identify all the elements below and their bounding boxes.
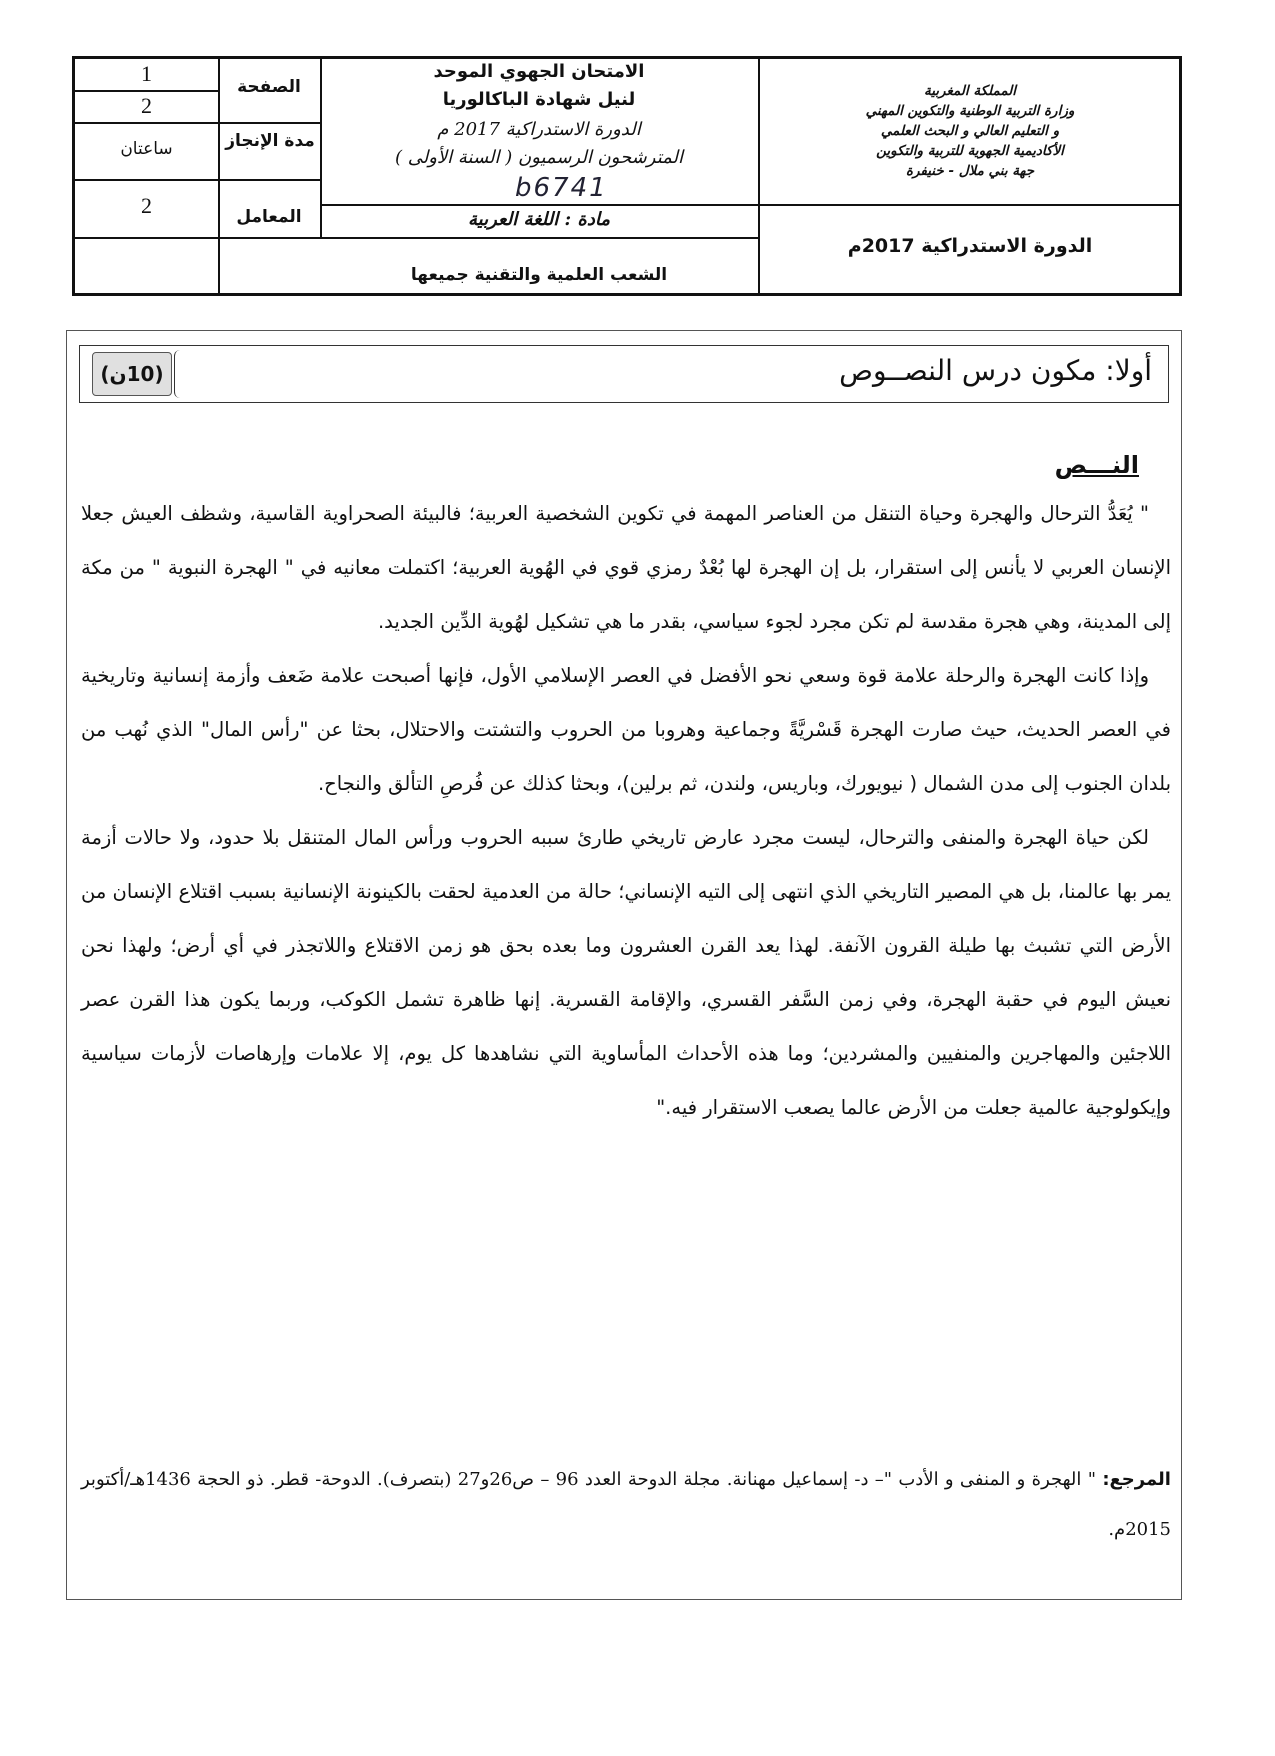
candidates-line: المترشحون الرسميون ( السنة الأولى ) <box>394 147 684 168</box>
authority-line-1: المملكة المغربية <box>923 83 1017 99</box>
authority-line-2: وزارة التربية الوطنية والتكوين المهني <box>865 103 1075 119</box>
text-heading: النـــص <box>1054 451 1139 479</box>
page-number: 1 <box>141 61 152 86</box>
exam-title-line-2: لنيل شهادة الباكالوريا <box>442 89 636 110</box>
reference-body: " الهجرة و المنفى و الأدب "– د- إسماعيل مهنانة. مجلة الدوحة العدد 96 – ص26و27 (بتصرف). الدوحة- قطر. ذو الحجة 1436هـ/أكتوبر 2015م. <box>81 1469 1171 1540</box>
score-divider <box>174 350 183 398</box>
coefficient-label: المعامل <box>236 207 302 227</box>
page-total: 2 <box>141 93 152 118</box>
authority-line-4: الأكاديمية الجهوية للتربية والتكوين <box>876 143 1064 159</box>
text-body <box>81 487 1171 1135</box>
paragraph-1: " يُعَدُّ الترحال والهجرة وحياة التنقل من العناصر المهمة في تكوين الشخصية العربية؛ فالبيئة الصحراوية القاسية، وشظف العيش جعلا الإنسان العربي لا يأنس إلى استقرار، بل إن الهجرة لها بُعْدٌ رمزي قوي في الهُوية العربية؛ اكتملت معانيه في " الهجرة النبوية " من مكة إلى المدينة، وهي هجرة مقدسة لم تكن مجرد لجوء سياسي، بقدر ما هي تشكيل لهُوية الدِّين الجديد. <box>81 502 1171 633</box>
paragraph-3: لكن حياة الهجرة والمنفى والترحال، ليست مجرد عارض تاريخي طارئ سببه الحروب ورأس المال المتنقل بلا حدود، ولا حالات أزمة يمر بها عالمنا، بل هي المصير التاريخي الذي انتهى إلى التيه الإنساني؛ حالة من العدمية لحقت بالكينونة الإنسانية بسبب اقتلاع الإنسان من الأرض التي تشبث بها طيلة القرون الآنفة. لهذا يعد القرن العشرون وما بعده بحق هو زمن الاقتلاع واللاتجذر في أي أرض؛ ولهذا نحن نعيش اليوم في حقبة الهجرة، وفي زمن السَّفر القسري، والإقامة القسرية. إنها ظاهرة تشمل الكوكب، وربما يكون هذا القرن عصر اللاجئين والمهاجرين والمنفيين والمشردين؛ وما هذه الأحداث المأساوية التي نشاهدها كل يوم، إلا علامات وإرهاصات لأزمات سياسية وإيكولوجية عالمية جعلت من الأرض عالما يصعب الاستقرار فيه." <box>81 826 1171 1119</box>
authority-line-3: و التعليم العالي و البحث العلمي <box>880 123 1060 139</box>
session-footer: الدورة الاستدراكية 2017م <box>847 235 1093 257</box>
reference <box>81 1455 1171 1555</box>
subject-line: مادة : اللغة العربية <box>468 209 610 230</box>
page-label: الصفحة <box>237 77 301 97</box>
duration-value: ساعتان <box>120 139 173 159</box>
section-header <box>79 345 1169 403</box>
exam-header-table <box>72 56 1182 296</box>
streams-line: الشعب العلمية والتقنية جميعها <box>410 265 668 285</box>
authority-line-5: جهة بني ملال - خنيفرة <box>905 163 1035 179</box>
duration-label: مدة الإنجاز <box>225 131 315 151</box>
section-score: (10ن) <box>92 352 172 396</box>
section-title: أولا: مكون درس النصــوص <box>839 354 1152 387</box>
reference-label: المرجع: <box>1102 1469 1171 1490</box>
handwritten-code: b6741 <box>515 173 608 203</box>
coefficient-value: 2 <box>141 193 152 218</box>
exam-title-line-1: الامتحان الجهوي الموحد <box>433 61 645 82</box>
paragraph-2: وإذا كانت الهجرة والرحلة علامة قوة وسعي نحو الأفضل في العصر الإسلامي الأول، فإنها أصبحت علامة ضَعف وأزمة إنسانية وتاريخية في العصر الحديث، حيث صارت الهجرة قَسْريَّةً وجماعية وهروبا من الحروب والتشتت والاحتلال، بحثا عن "رأس المال" الذي نُهب من بلدان الجنوب إلى مدن الشمال ( نيويورك، وباريس، ولندن، ثم برلين)، وبحثا كذلك عن فُرصِ التألق والنجاح. <box>81 664 1171 795</box>
exam-body-frame <box>66 330 1182 1600</box>
session-line: الدورة الاستدراكية 2017 م <box>437 119 641 140</box>
